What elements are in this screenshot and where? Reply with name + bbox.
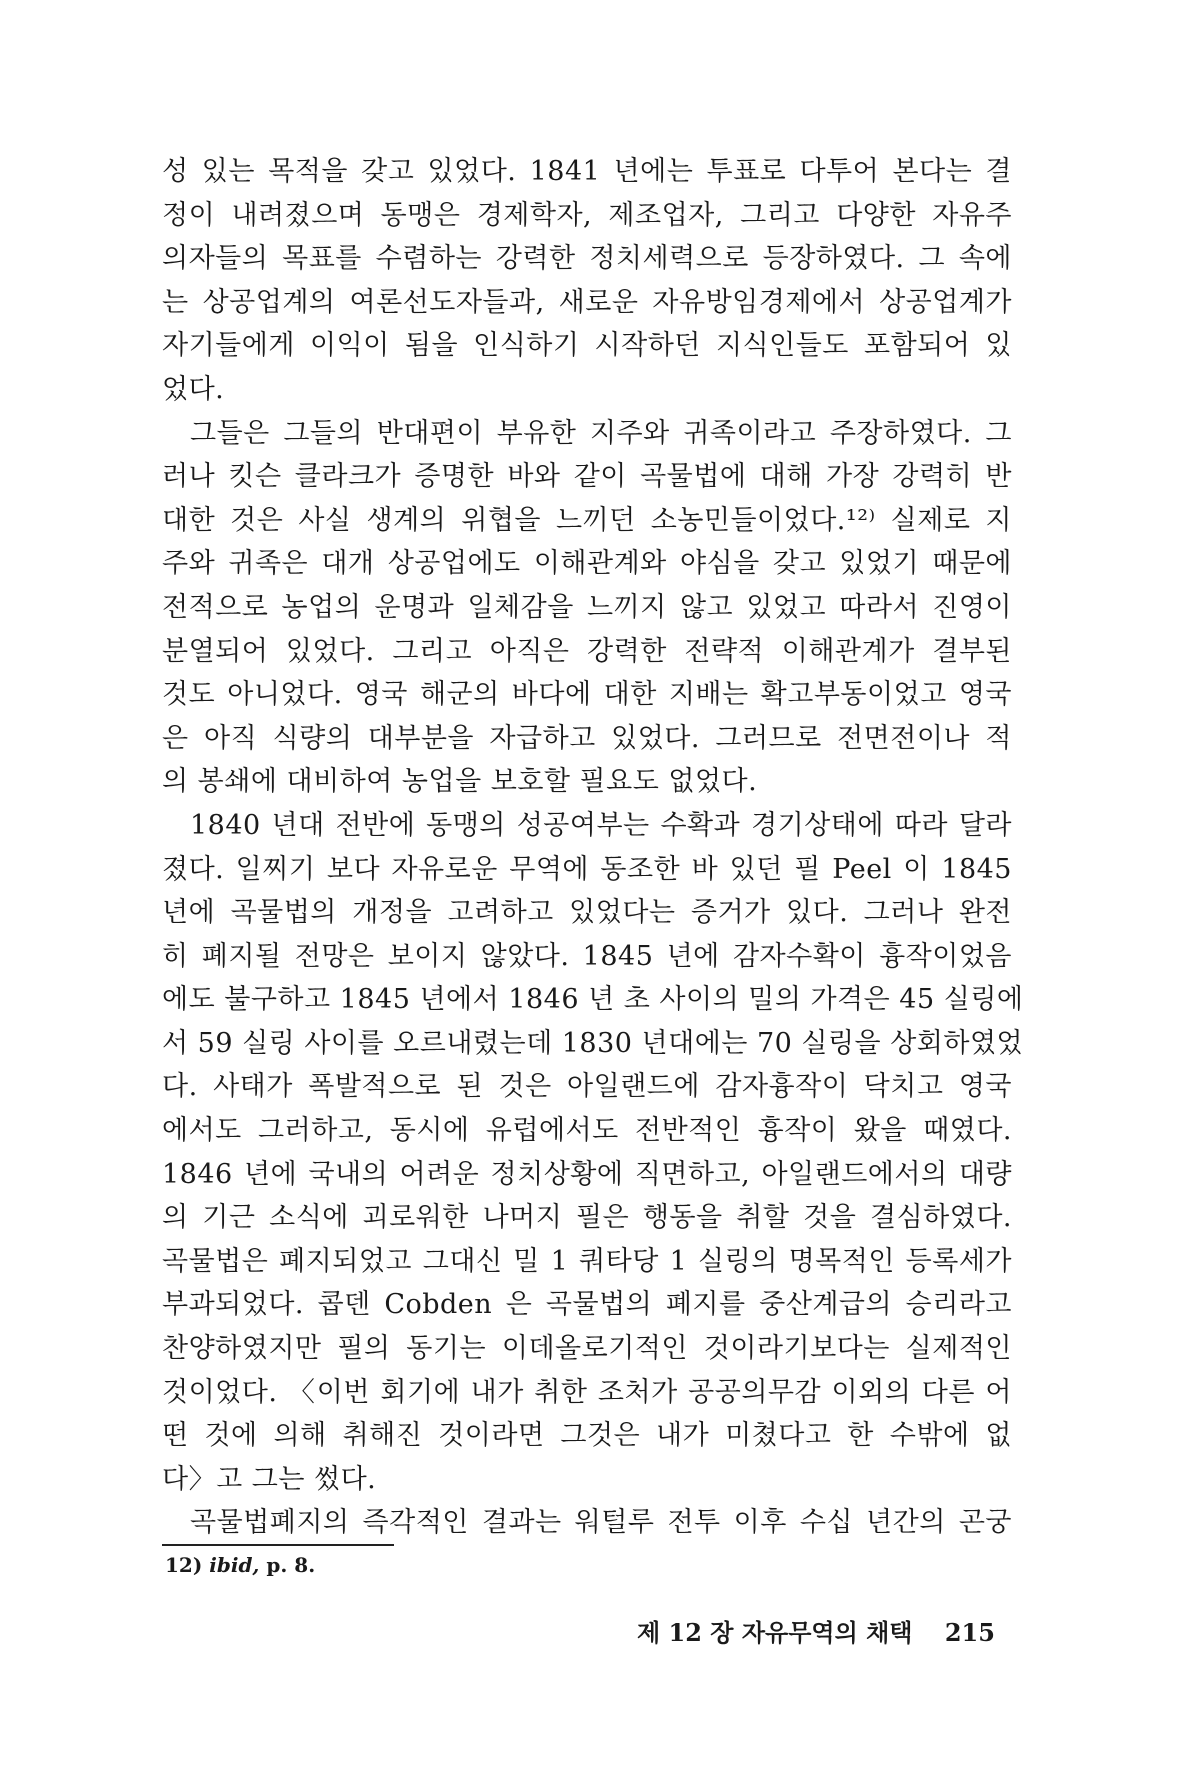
text-line: 떤 것에 의해 취해진 것이라면 그것은 내가 미쳤다고 한 수밖에 없 xyxy=(162,1420,1012,1452)
text-line: 정이 내려졌으며 동맹은 경제학자, 제조업자, 그리고 다양한 자유주 xyxy=(162,199,1012,231)
text-line: 년에 곡물법의 개정을 고려하고 있었다는 증거가 있다. 그러나 완전 xyxy=(162,897,1012,929)
footnote-source: ibid, xyxy=(209,1553,260,1577)
text-line: 찬양하였지만 필의 동기는 이데올로기적인 것이라기보다는 실제적인 xyxy=(162,1333,1012,1365)
text-line: 것이었다. 〈이번 회기에 내가 취한 조처가 공공의무감 이외의 다른 어 xyxy=(162,1376,1012,1408)
text-line: 1846 년에 국내의 어려운 정치상황에 직면하고, 아일랜드에서의 대량 xyxy=(162,1158,1012,1190)
body-text xyxy=(162,150,1024,1545)
text-line: 분열되어 있었다. 그리고 아직은 강력한 전략적 이해관계가 결부된 xyxy=(162,635,1012,667)
text-line: 의자들의 목표를 수렴하는 강력한 정치세력으로 등장하였다. 그 속에 xyxy=(162,243,1012,275)
text-line: 은 아직 식량의 대부분을 자급하고 있었다. 그러므로 전면전이나 적 xyxy=(162,722,1012,754)
text-line: 전적으로 농업의 운명과 일체감을 느끼지 않고 있었고 따라서 진영이 xyxy=(162,591,1012,623)
text-line: 의 봉쇄에 대비하여 농업을 보호할 필요도 없었다. xyxy=(162,766,758,798)
text-line: 것도 아니었다. 영국 해군의 바다에 대한 지배는 확고부동이었고 영국 xyxy=(162,679,1012,711)
text-line: 곡물법폐지의 즉각적인 결과는 워털루 전투 이후 수십 년간의 곤궁 xyxy=(190,1507,1012,1539)
text-line: 었다. xyxy=(162,373,225,405)
text-line: 부과되었다. 콥덴 Cobden 은 곡물법의 폐지를 중산계급의 승리라고 xyxy=(162,1289,1012,1321)
text-line: 그들은 그들의 반대편이 부유한 지주와 귀족이라고 주장하였다. 그 xyxy=(190,417,1012,449)
text-line: 곡물법은 폐지되었고 그대신 밀 1 쿼타당 1 실링의 명목적인 등록세가 xyxy=(162,1245,1012,1277)
text-line: 에서도 그러하고, 동시에 유럽에서도 전반적인 흉작이 왔을 때였다. xyxy=(162,1115,1012,1147)
running-footer xyxy=(637,1616,995,1650)
footnote-page: p. 8. xyxy=(266,1553,316,1577)
footnote-number: 12) xyxy=(165,1553,203,1577)
text-line: 주와 귀족은 대개 상공업에도 이해관계와 야심을 갖고 있었기 때문에 xyxy=(162,548,1012,580)
text-line: 1840 년대 전반에 동맹의 성공여부는 수확과 경기상태에 따라 달라 xyxy=(190,809,1012,841)
text-line: 졌다. 일찌기 보다 자유로운 무역에 동조한 바 있던 필 Peel 이 1845 xyxy=(162,853,1012,885)
text-line: 다. 사태가 폭발적으로 된 것은 아일랜드에 감자흉작이 닥치고 영국 xyxy=(162,1071,1012,1103)
text-line: 히 폐지될 전망은 보이지 않았다. 1845 년에 감자수확이 흉작이었음 xyxy=(162,940,1012,972)
footnote-divider xyxy=(162,1544,394,1546)
footer-chapter: 제 12 장 xyxy=(637,1618,734,1647)
text-line: 서 59 실링 사이를 오르내렸는데 1830 년대에는 70 실링을 상회하였었 xyxy=(162,1027,1024,1059)
page-number: 215 xyxy=(944,1618,995,1647)
text-line: 성 있는 목적을 갖고 있었다. 1841 년에는 투표로 다투어 본다는 결 xyxy=(162,156,1012,187)
text-line: 다〉고 그는 썼다. xyxy=(162,1463,377,1495)
text-line: 에도 불구하고 1845 년에서 1846 년 초 사이의 밀의 가격은 45 실링에 xyxy=(162,984,1024,1016)
text-line: 대한 것은 사실 생계의 위협을 느끼던 소농민들이었다.¹²⁾ 실제로 지 xyxy=(162,504,1012,536)
text-line: 자기들에게 이익이 됨을 인식하기 시작하던 지식인들도 포함되어 있 xyxy=(162,330,1012,362)
footer-title: 자유무역의 채택 xyxy=(741,1618,913,1647)
footnote xyxy=(165,1550,315,1580)
text-line: 러나 킷슨 클라크가 증명한 바와 같이 곡물법에 대해 가장 강력히 반 xyxy=(162,461,1012,493)
text-line: 의 기근 소식에 괴로워한 나머지 필은 행동을 취할 것을 결심하였다. xyxy=(162,1202,1012,1234)
text-line: 는 상공업계의 여론선도자들과, 새로운 자유방임경제에서 상공업계가 xyxy=(162,286,1012,318)
